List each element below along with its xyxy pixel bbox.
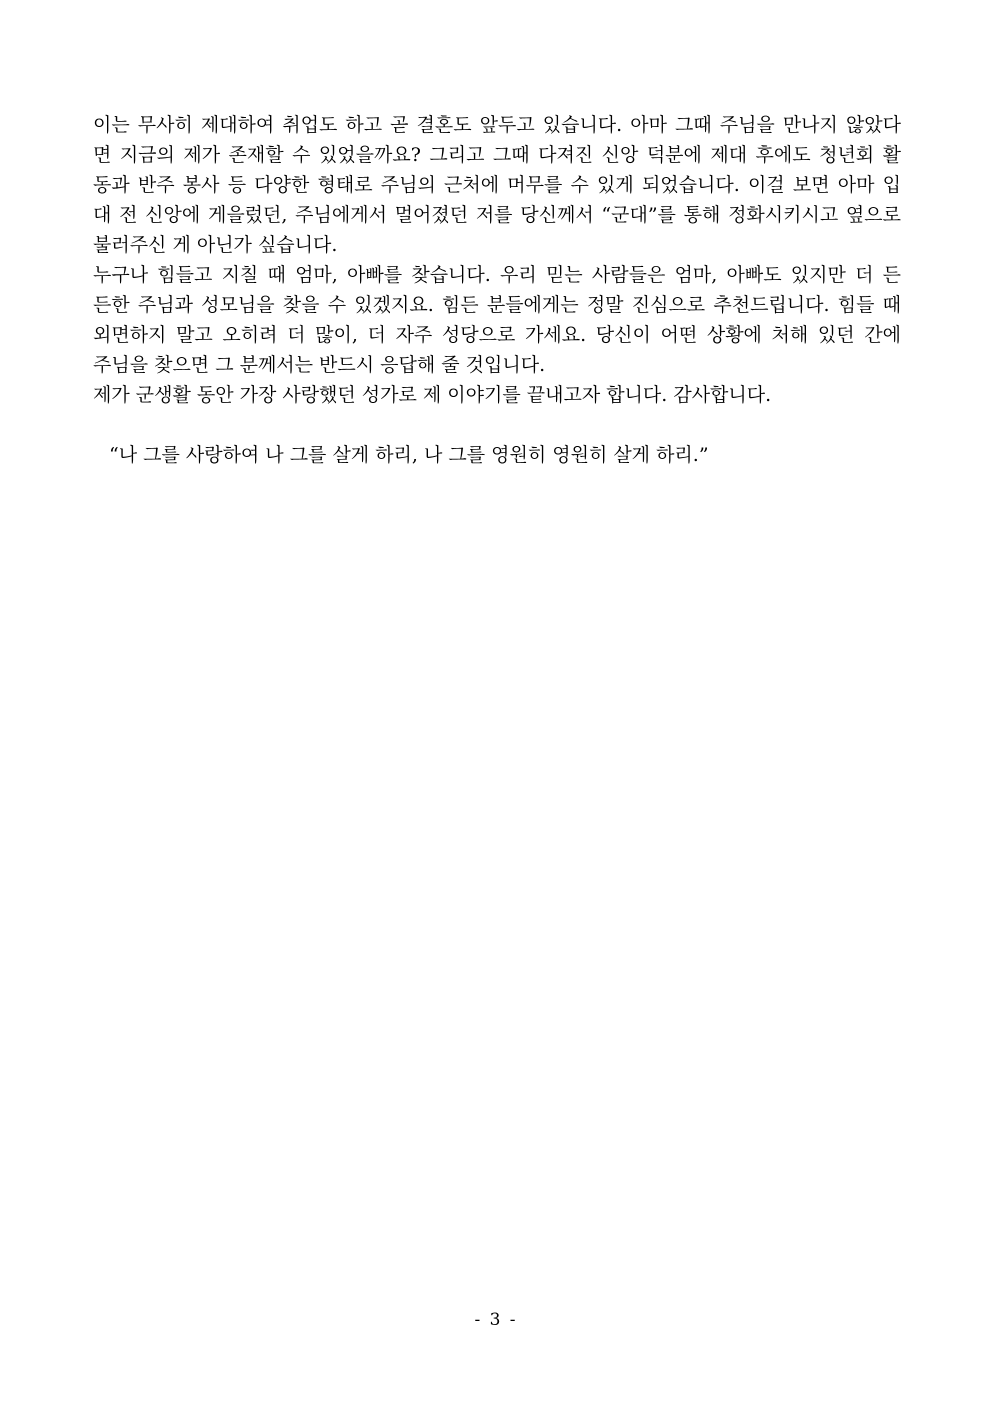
document-body [93, 110, 901, 470]
body-line: 든한 주님과 성모님을 찾을 수 있겠지요. 힘든 분들에게는 정말 진심으로 추천드립니다. 힘들 때 [93, 294, 901, 316]
quote-line: “나 그를 사랑하여 나 그를 살게 하리, 나 그를 영원히 영원히 살게 하리.” [109, 444, 709, 466]
body-line: 제가 군생활 동안 가장 사랑했던 성가로 제 이야기를 끝내고자 합니다. 감사합니다. [93, 384, 772, 406]
body-line: 외면하지 말고 오히려 더 많이, 더 자주 성당으로 가세요. 당신이 어떤 상황에 처해 있던 간에 [93, 324, 901, 346]
blank-line [93, 410, 901, 440]
page-number: - 3 - [474, 1310, 518, 1330]
body-line: 주님을 찾으면 그 분께서는 반드시 응답해 줄 것입니다. [93, 354, 546, 376]
body-line: 누구나 힘들고 지칠 때 엄마, 아빠를 찾습니다. 우리 믿는 사람들은 엄마, 아빠도 있지만 더 든 [93, 264, 901, 286]
body-line: 불러주신 게 아닌가 싶습니다. [93, 234, 338, 256]
body-line: 이는 무사히 제대하여 취업도 하고 곧 결혼도 앞두고 있습니다. 아마 그때 주님을 만나지 않았다 [93, 114, 901, 136]
body-line: 면 지금의 제가 존재할 수 있었을까요? 그리고 그때 다져진 신앙 덕분에 제대 후에도 청년회 활 [93, 144, 901, 166]
body-line: 동과 반주 봉사 등 다양한 형태로 주님의 근처에 머무를 수 있게 되었습니다. 이걸 보면 아마 입 [93, 174, 901, 196]
body-line: 대 전 신앙에 게을렀던, 주님에게서 멀어졌던 저를 당신께서 “군대”를 통해 정화시키시고 옆으로 [93, 204, 901, 226]
